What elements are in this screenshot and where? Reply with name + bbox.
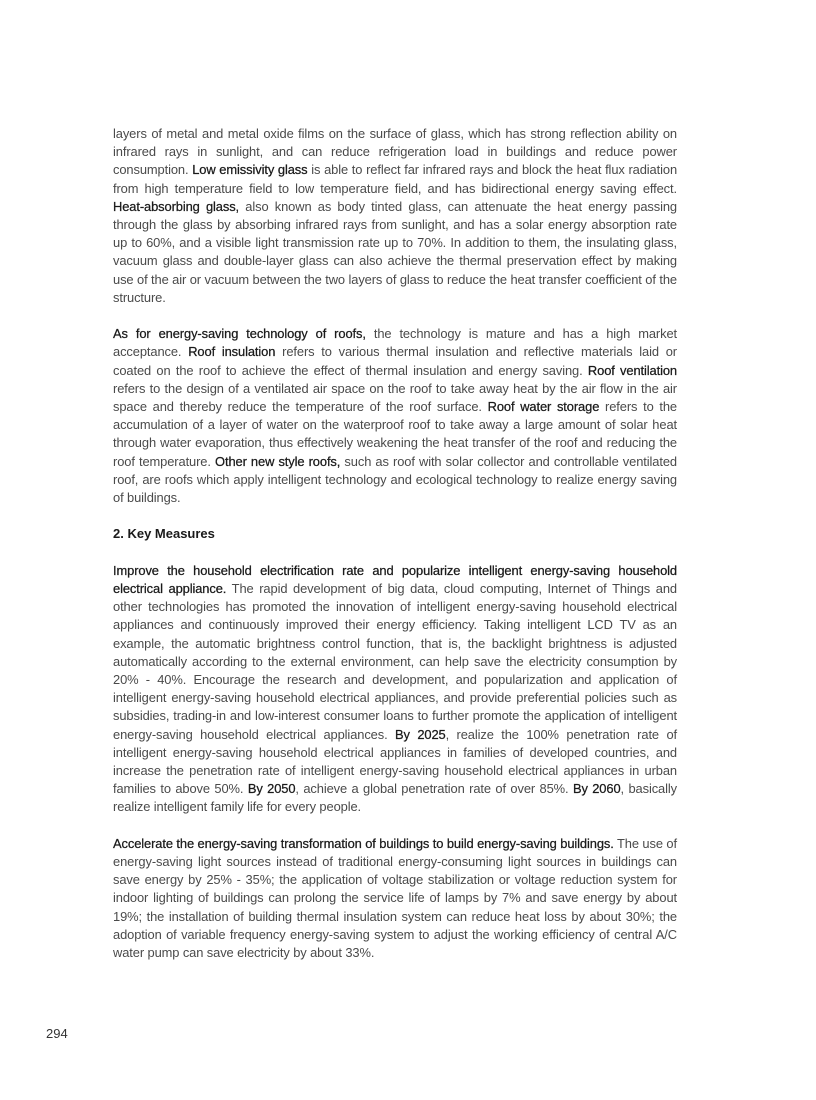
text-run: refers to various thermal insulation and reflective materials laid or coated on the roof to achieve the effect of thermal insulation and energy saving. — [113, 344, 677, 378]
page-body — [113, 125, 677, 962]
milestone-2050: By 2050 — [247, 781, 296, 797]
paragraph-glass — [113, 125, 677, 307]
text-run: , basically realize intelligent family life for every people. — [113, 781, 677, 815]
text-run: such as roof with solar collector and controllable ventilated roof, are roofs which apply intelligent technology and ecological technology to realize energy saving of buildings. — [113, 453, 677, 506]
milestone-2060: By 2060 — [572, 781, 621, 797]
term-other-new-style-roofs: Other new style roofs, — [215, 453, 341, 469]
term-roof-ventilation: Roof ventilation — [587, 362, 677, 378]
lead-sentence: Accelerate the energy-saving transformation of buildings to build energy-saving buildings. — [113, 835, 614, 851]
text-run: layers of metal and metal oxide films on the surface of glass, which has strong reflection ability on infrared rays in sunlight, and can reduce refrigeration load in buildings and reduce power consumption. — [113, 126, 677, 178]
paragraph-buildings — [113, 835, 677, 962]
paragraph-roofs — [113, 325, 677, 507]
lead-sentence: Improve the household electrification rate and popularize intelligent energy-saving household electrical appliance. — [113, 562, 677, 597]
paragraph-household-appliances — [113, 562, 677, 817]
text-run: is able to reflect far infrared rays and block the heat flux radiation from high temperature field to low temperature field, and has bidirectional energy saving effect. — [113, 162, 678, 196]
paragraph-gap — [113, 307, 677, 325]
milestone-2025: By 2025 — [395, 726, 446, 742]
section-heading: 2. Key Measures — [113, 526, 215, 542]
term-low-emissivity-glass: Low emissivity glass — [192, 162, 308, 178]
text-run: the technology is mature and has a high market acceptance. — [113, 326, 677, 360]
paragraph-gap — [113, 507, 677, 525]
paragraph-gap — [113, 544, 677, 562]
text-run: The rapid development of big data, cloud computing, Internet of Things and other technologies has promoted the innovation of intelligent energy-saving household electrical appliances and continuously improved their energy efficiency. Taking intelligent LCD TV as an example, the automatic brightness control function, that is, the backlight brightness is adjusted automatically according to the external environment, can help save the electricity consumption by 20% - 40%. Encourage the research and development, and popularization and application of intelligent energy-saving household electrical appliances, and provide preferential policies such as subsidies, trading-in and low-interest consumer loans to further promote the application of intelligent energy-saving household electrical appliances. — [113, 581, 678, 742]
text-run: refers to the accumulation of a layer of water on the waterproof roof to take away a large amount of solar heat through water evaporation, thus effectively weakening the heat transfer of the roof and reducing the roof temperature. — [113, 399, 677, 469]
text-run: The use of energy-saving light sources instead of traditional energy-consuming light sources in buildings can save energy by 25% - 35%; the application of voltage stabilization or voltage reduction system for indoor lighting of buildings can prolong the service life of lamps by 7% and save energy by about 19%; the installation of building thermal insulation system can reduce heat loss by about 30%; the adoption of variable frequency energy-saving system to adjust the working efficiency of central A/C water pump can save electricity by about 33%. — [113, 835, 677, 961]
term-roofs: As for energy-saving technology of roofs, — [113, 326, 366, 342]
text-run: , achieve a global penetration rate of over 85%. — [295, 781, 573, 797]
paragraph-gap — [113, 817, 677, 835]
term-heat-absorbing-glass: Heat-absorbing glass, — [113, 198, 240, 214]
text-run: , realize the 100% penetration rate of intelligent energy-saving household electrical appliances in families of developed countries, and increase the penetration rate of intelligent energy-saving household electrical appliances in urban families to above 50%. — [113, 726, 677, 797]
text-run: also known as body tinted glass, can attenuate the heat energy passing through the glass by absorbing infrared rays from sunlight, and has a solar energy absorption rate up to 60%, and a visible light transmission rate up to 70%. In addition to them, the insulating glass, vacuum glass and double-layer glass can also achieve the thermal preservation effect by making use of the air or vacuum between the two layers of glass to reduce the heat transfer coefficient of the structure. — [113, 198, 677, 305]
term-roof-water-storage: Roof water storage — [487, 399, 600, 415]
text-run: refers to the design of a ventilated air space on the roof to take away heat by the air flow in the air space and thereby reduce the temperature of the roof surface. — [113, 380, 677, 415]
term-roof-insulation: Roof insulation — [188, 344, 276, 360]
page-number: 294 — [46, 1026, 68, 1041]
